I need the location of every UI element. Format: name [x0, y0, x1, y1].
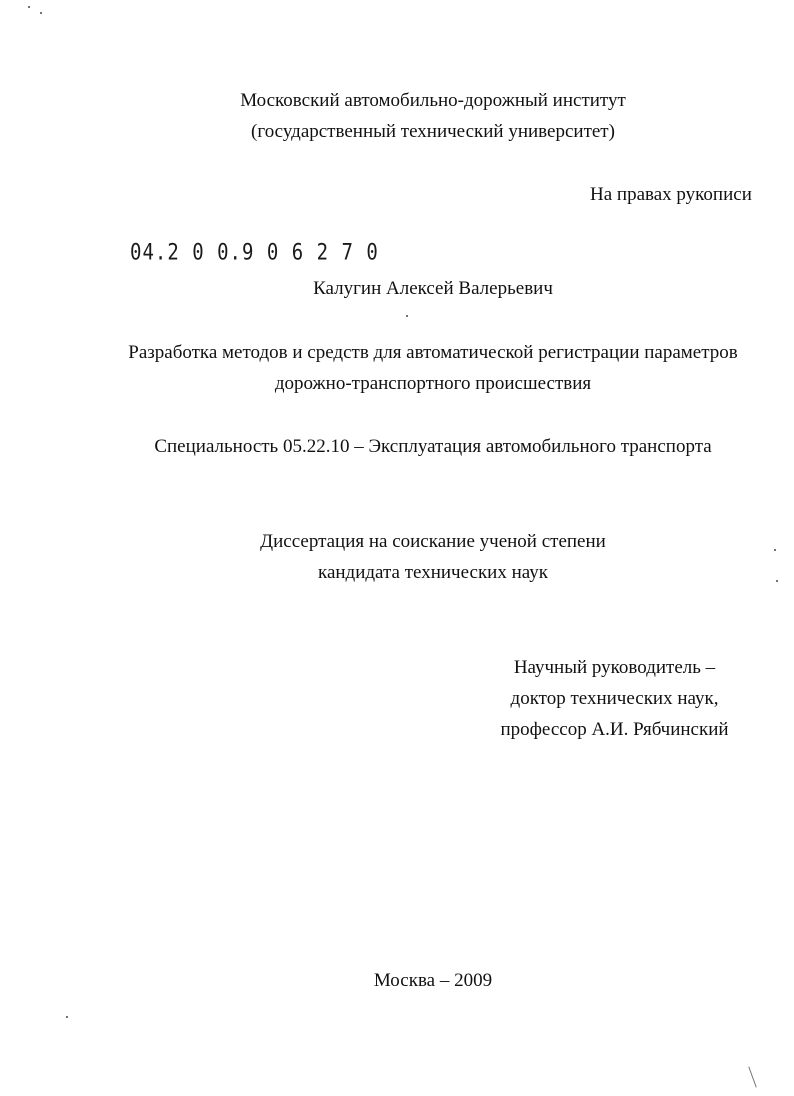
scan-speck [406, 315, 408, 317]
scan-speck [28, 6, 30, 8]
scan-mark [748, 1066, 756, 1087]
scan-speck [66, 1016, 68, 1018]
institution-subtitle: (государственный технический университет) [251, 121, 615, 142]
degree-line-2: кандидата технических наук [318, 562, 548, 583]
scan-speck [40, 12, 42, 14]
specialty: Специальность 05.22.10 – Эксплуатация автомобильного транспорта [154, 436, 712, 457]
city-year: Москва – 2009 [373, 970, 493, 991]
thesis-title-line-1: Разработка методов и средств для автоматической регистрации параметров [128, 342, 738, 363]
degree-line-1: Диссертация на соискание ученой степени [260, 531, 606, 552]
supervisor-line-2: доктор технических наук, [510, 688, 719, 709]
supervisor-line-3: профессор А.И. Рябчинский [500, 719, 729, 740]
supervisor-line-1: Научный руководитель – [513, 657, 716, 678]
manuscript-rights: На правах рукописи [590, 184, 752, 205]
thesis-title-line-2: дорожно-транспортного происшествия [274, 373, 592, 394]
author-name: Калугин Алексей Валерьевич [313, 278, 553, 299]
institution-name: Московский автомобильно-дорожный институт [240, 90, 626, 111]
registry-code: 04.2 0 0.9 0 6 2 7 0 [130, 240, 379, 266]
